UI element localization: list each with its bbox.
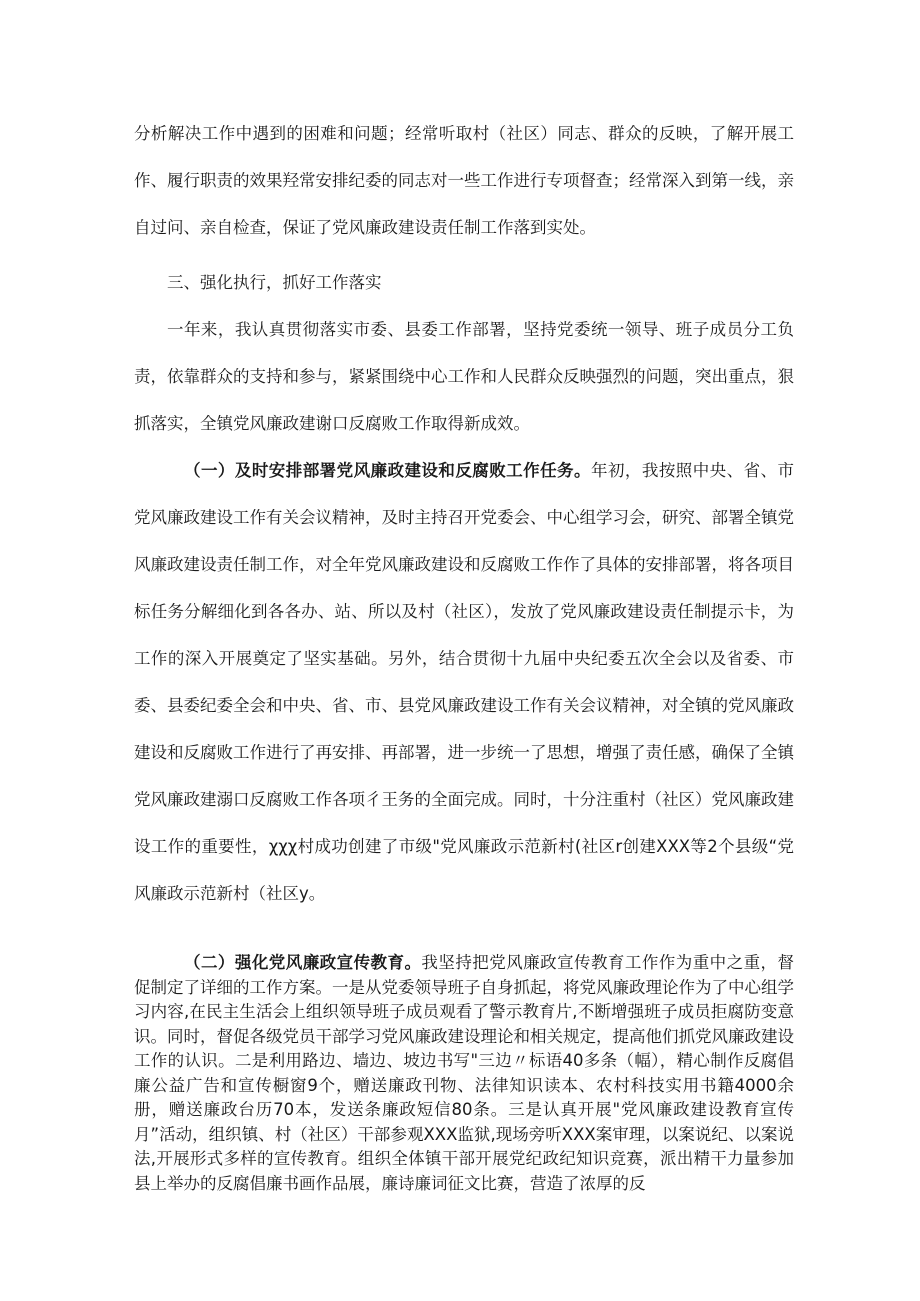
section-1 — [134, 447, 794, 917]
section-heading-3: 三、强化执行，抓好工作落实 — [167, 273, 382, 292]
paragraph-1: 分析解决工作中遇到的困难和问题；经常听取村（社区）同志、群众的反映，了解开展工作、履行职责的效果羟常安排纪委的同志对一些工作进行专项督查；经常深入到第一线，亲自过问、亲自检查，保证了党风廉政建设责任制工作落到实处。 — [134, 124, 794, 237]
section-1-title: （一）及时安排部署党风廉政建设和反腐败工作任务。 — [184, 461, 591, 480]
section-2-title: （二）强化党风廉政宣传教育。 — [184, 953, 422, 972]
section-2-body: 我坚持把党风廉政宣传教育工作作为重中之重，督促制定了详细的工作方案。一是从党委领导班子自身抓起，将党风廉政理论作为了中心组学习内容,在民主生活会上组织领导班子成员观看了警示教育片,不断增强班子成员拒腐防变意识。同时，督促各级党员干部学习党风廉政建设理论和相关规定，提高他们抓党风廉政建设工作的认识。二是利用路边、墙边、坡边书写"三边〃标语40多条（幅），精心制作反腐倡廉公益广告和宣传橱窗9个，赠送廉政刊物、法律知识读本、农村科技实用书籍4000余册，赠送廉政台历70本，发送条廉政短信80条。三是认真开展"党风廉政建设教育宣传月”活动，组织镇、村（社区）干部参观XXX监狱,现场旁听XXX案审理，以案说纪、以案说法,开展形式多样的宣传教育。组织全体镇干部开展党纪政纪知识竞赛，派出精干力量参加县上举办的反腐倡廉书画作品展，廉诗廉词征文比赛，营造了浓厚的反 — [134, 953, 795, 1193]
section-1-body: 年初，我按照中央、省、市党风廉政建设工作有关会议精神，及时主持召开党委会、中心组学习会，研究、部署全镇党风廉政建设责任制工作，对全年党风廉政建设和反腐败工作作了具体的安排部署，将各项目标任务分解细化到各各办、站、所以及村（社区），发放了党风廉政建设责任制提示卡，为工作的深入开展奠定了坚实基础。另外，结合贯彻十九届中央纪委五次全会以及省委、市委、县委纪委全会和中央、省、市、县党风廉政建设工作有关会议精神，对全镇的党风廉政建设和反腐败工作进行了再安排、再部署，进一步统一了思想，增强了责任感，确保了全镇党风廉政建溺口反腐败工作各项彳王务的全面完成。同时，十分注重村（社区）党风廉政建设工作的重要性，χχχ村成功创建了市级"党风廉政示范新村(社区r创建XXX等2个县级“党风廉政示范新村（社区y。 — [134, 461, 795, 903]
section-2 — [134, 951, 794, 1196]
paragraph-2: 一年来，我认真贯彻落实市委、县委工作部署，坚持党委统一领导、班子成员分工负责，依靠群众的支持和参与，紧紧围绕中心工作和人民群众反映强烈的问题，突出重点，狠抓落实，全镇党风廉政建谢口反腐败工作取得新成效。 — [134, 320, 794, 433]
